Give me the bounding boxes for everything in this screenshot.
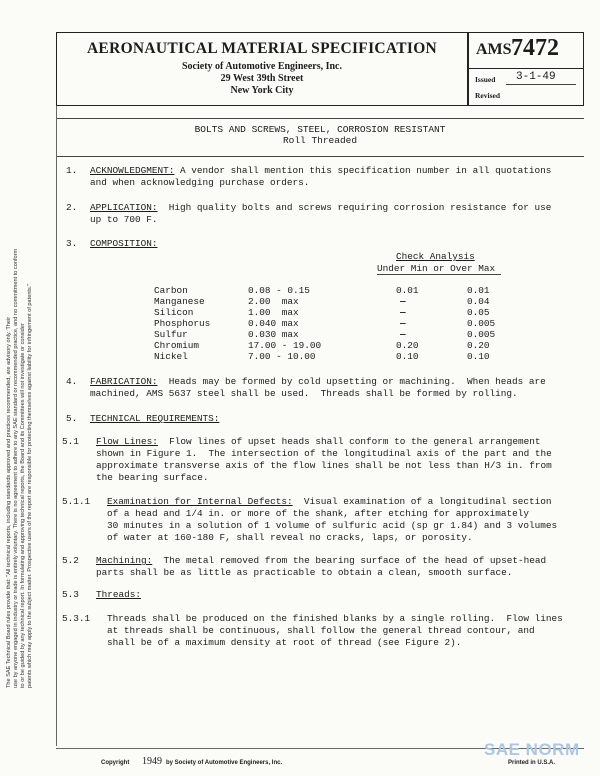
section-5-2-title: Machining: <box>96 555 153 566</box>
issued-label: Issued <box>475 75 496 84</box>
section-5-1-1-line3: 30 minutes in a solution of 1 volume of sulfuric acid (sp gr 1.84) and 3 volumes <box>107 520 558 531</box>
disclaimer-line: to or be guided by any technical report. In formulating and approving technical reports, the Board and its Committees will not investigate or consider <box>20 323 26 688</box>
section-5-1-1-text <box>107 496 551 508</box>
element-under: 0.10 <box>396 351 419 362</box>
section-5-2-text <box>96 555 546 567</box>
section-1-text <box>90 165 551 177</box>
element-range: 0.040 max <box>248 318 299 329</box>
section-5-3-1-line2: at threads shall be continuous, shall follow the general thread contour, and <box>107 625 535 636</box>
section-5-3-1-line3: shall be of a maximum density at root of thread (see Figure 2). <box>107 637 462 648</box>
section-3-number: 3. <box>66 238 78 249</box>
section-5-1-1-number: 5.1.1 <box>62 496 91 507</box>
ams-label: AMS <box>476 41 512 58</box>
element-range: 17.00 - 19.00 <box>248 340 322 351</box>
section-5-1-line3: approximate transverse axis of the flow lines shall be not less than H/3 in. from <box>96 460 552 471</box>
section-1-number: 1. <box>66 165 78 176</box>
society-street: 29 West 39th Street <box>220 73 304 84</box>
section-5-2-line1: The metal removed from the bearing surface of the head of upset-head <box>152 555 547 566</box>
section-4-line2: machined, AMS 5637 steel shall be used. Threads shall be formed by rolling. <box>90 388 518 399</box>
section-4-title: FABRICATION: <box>90 376 158 387</box>
under-over-heading: Under Min or Over Max <box>377 263 496 274</box>
section-4-text <box>90 376 546 388</box>
issued-underline <box>506 84 576 85</box>
sae-norm-watermark: SAE NORM <box>484 740 580 759</box>
element-under: — <box>400 307 406 318</box>
section-5-1-1-line2: of a head and 1/4 in. or more of the shank, after etching for approximately <box>107 508 529 519</box>
copyright-year: 1949 <box>142 756 162 767</box>
section-5-1-number: 5.1 <box>62 436 79 447</box>
section-5-1-1-title: Examination for Internal Defects: <box>107 496 293 507</box>
section-5-1-title: Flow Lines: <box>96 436 158 447</box>
section-2-number: 2. <box>66 202 78 213</box>
element-name: Manganese <box>154 296 205 307</box>
section-5-1-line2: shown in Figure 1. The intersection of the longitudinal axis of the part and the <box>96 448 552 459</box>
sae-disclaimer <box>6 188 62 688</box>
society-name: Society of Automotive Engineers, Inc. <box>182 61 342 72</box>
section-2-text <box>90 202 551 214</box>
element-range: 0.08 - 0.15 <box>248 285 310 296</box>
section-1-title: ACKNOWLEDGMENT: <box>90 165 175 176</box>
issued-date: 3-1-49 <box>516 71 556 83</box>
copyright-label: Copyright <box>101 760 130 766</box>
element-over: 0.005 <box>467 318 496 329</box>
section-5-title: TECHNICAL REQUIREMENTS: <box>90 413 220 424</box>
table-heading-rule <box>377 274 501 275</box>
element-name: Carbon <box>154 285 188 296</box>
section-1-line1: A vendor shall mention this specification number in all quotations <box>174 165 552 176</box>
element-name: Chromium <box>154 340 200 351</box>
element-under: — <box>400 329 406 340</box>
ams-number: 7472 <box>511 35 559 61</box>
section-5-2-number: 5.2 <box>62 555 79 566</box>
section-5-1-text <box>96 436 540 448</box>
element-range: 0.030 max <box>248 329 299 340</box>
element-over: 0.20 <box>467 340 490 351</box>
element-over: 0.10 <box>467 351 490 362</box>
disclaimer-line: The SAE Technical Board rules provide that: "All technical reports, including standards approved and practices recommended, are advisory only. Their <box>6 316 12 688</box>
copyright-holder: by Society of Automotive Engineers, Inc. <box>166 760 283 766</box>
ams-divider <box>468 68 584 69</box>
element-over: 0.05 <box>467 307 490 318</box>
section-4-number: 4. <box>66 376 78 387</box>
section-5-3-1-number: 5.3.1 <box>62 613 91 624</box>
element-name: Sulfur <box>154 329 188 340</box>
section-5-2-line2: parts shall be as little as practicable to obtain a clean, smooth surface. <box>96 567 513 578</box>
check-analysis-heading: Check Analysis <box>396 251 475 262</box>
section-5-number: 5. <box>66 413 78 424</box>
section-3-title: COMPOSITION: <box>90 238 158 249</box>
element-name: Phosphorus <box>154 318 211 329</box>
section-2-line1: High quality bolts and screws requiring corrosion resistance for use <box>157 202 552 213</box>
section-2-line2: up to 700 F. <box>90 214 158 225</box>
element-over: 0.005 <box>467 329 496 340</box>
element-under: 0.20 <box>396 340 419 351</box>
section-5-3-title: Threads: <box>96 589 142 600</box>
disclaimer-line: patents which may apply to the subject matter. Prospective users of the report are responsible for protecting themselves against liability for infringement of patents." <box>27 283 33 688</box>
element-range: 2.00 max <box>248 296 299 307</box>
section-5-1-line4: the bearing surface. <box>96 472 209 483</box>
element-name: Silicon <box>154 307 194 318</box>
spec-title: AERONAUTICAL MATERIAL SPECIFICATION <box>86 40 438 57</box>
subject-rule-top <box>56 118 584 119</box>
section-5-1-1-line4: of water at 160-180 F, shall reveal no cracks, laps, or porosity. <box>107 532 473 543</box>
society-city: New York City <box>230 85 294 96</box>
element-under: — <box>400 318 406 329</box>
subject-subtitle: Roll Threaded <box>282 135 358 146</box>
element-under: 0.01 <box>396 285 419 296</box>
element-range: 7.00 - 10.00 <box>248 351 316 362</box>
element-range: 1.00 max <box>248 307 299 318</box>
section-5-1-line1: Flow lines of upset heads shall conform to the general arrangement <box>157 436 541 447</box>
subject-rule-bottom <box>56 156 584 157</box>
disclaimer-line: use by anyone engaged in industry or trade is entirely voluntary. There is no agreement to adhere to any SAE standard or recommended practice, and no commitment to conform <box>13 248 19 688</box>
section-5-1-1-line1: Visual examination of a longitudinal section <box>292 496 552 507</box>
element-under: — <box>400 296 406 307</box>
section-2-title: APPLICATION: <box>90 202 158 213</box>
printed-in: Printed in U.S.A. <box>508 760 556 766</box>
subject-title: BOLTS AND SCREWS, STEEL, CORROSION RESISTANT <box>194 124 446 135</box>
section-5-3-1-line1: Threads shall be produced on the finished blanks by a single rolling. Flow lines <box>107 613 563 624</box>
revised-label: Revised <box>475 91 500 100</box>
section-5-3-number: 5.3 <box>62 589 79 600</box>
section-4-line1: Heads may be formed by cold upsetting or machining. When heads are <box>157 376 546 387</box>
element-over: 0.01 <box>467 285 490 296</box>
element-over: 0.04 <box>467 296 490 307</box>
element-name: Nickel <box>154 351 188 362</box>
section-1-line2: and when acknowledging purchase orders. <box>90 177 310 188</box>
